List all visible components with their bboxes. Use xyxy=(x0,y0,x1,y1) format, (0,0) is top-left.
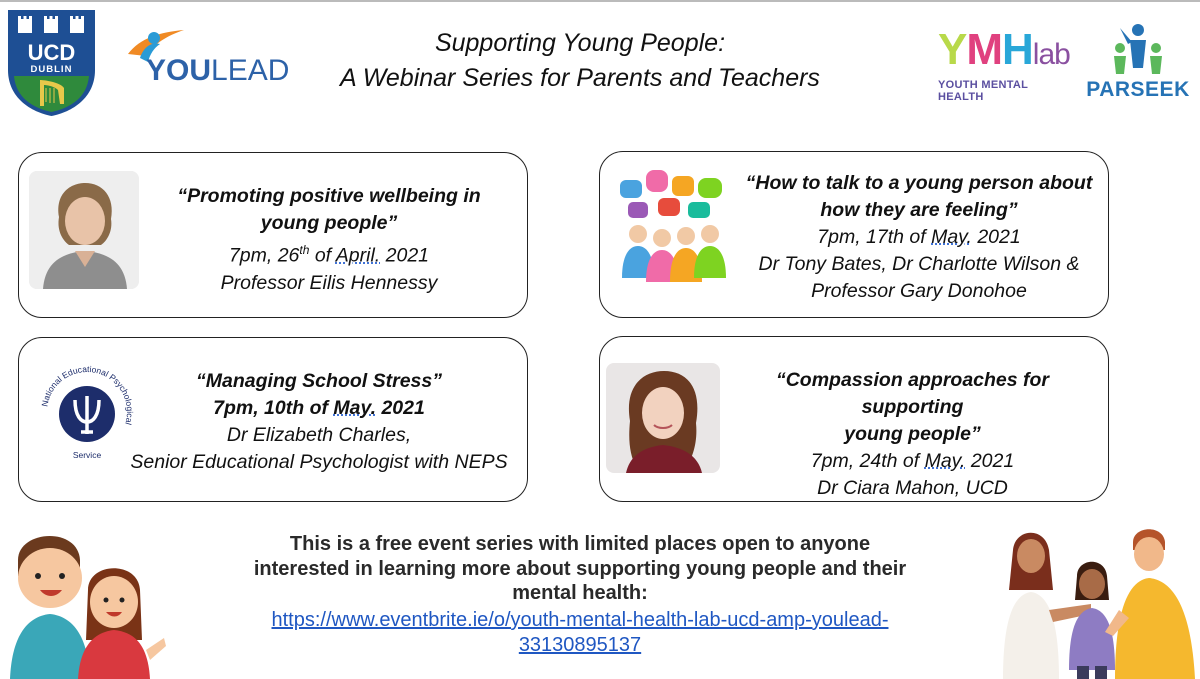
webinar-1-title-line-2: young people” xyxy=(260,212,398,234)
ymh-lab: lab xyxy=(1032,38,1070,71)
webinar-1-speaker: Professor Eilis Hennessy xyxy=(220,271,438,294)
parseek-family-icon xyxy=(1080,22,1196,78)
webinar-4-details xyxy=(725,367,1100,502)
link-line-2[interactable]: 33130895137 xyxy=(518,633,642,656)
webinar-4-title-line-1: “Compassion approaches for supporting xyxy=(775,369,1050,418)
webinar-1-date-year: 2021 xyxy=(380,244,430,267)
speaker-photo-mahon xyxy=(606,363,720,473)
ymh-h: H xyxy=(1002,25,1033,74)
eventbrite-link[interactable] xyxy=(210,608,950,657)
webinar-card-wellbeing xyxy=(18,152,528,318)
title-line-1: Supporting Young People: xyxy=(434,29,726,57)
webinar-3-date-month: May. xyxy=(333,397,377,419)
ucd-logo-text: UCD xyxy=(27,40,76,65)
ymh-lab-logo xyxy=(938,25,1070,103)
webinar-2-date-pre: 7pm, 17th of xyxy=(817,226,932,248)
webinar-1-date-sup: th xyxy=(299,243,310,257)
parent-child-illustration xyxy=(8,520,168,679)
parseek-logo xyxy=(1080,22,1196,102)
webinar-card-school-stress xyxy=(18,337,528,502)
webinar-1-date xyxy=(144,237,514,270)
webinar-1-date-of: of xyxy=(309,244,336,267)
webinar-3-title: “Managing School Stress” xyxy=(196,370,442,392)
notice-line-3: mental health: xyxy=(512,582,648,604)
speaker-photo-hennessy xyxy=(29,171,139,289)
webinar-4-title-line-2: young people” xyxy=(844,423,981,445)
link-line-1[interactable]: https://www.eventbrite.ie/o/youth-mental-health-lab-ucd-amp-youlead- xyxy=(271,609,889,631)
youlead-lead: LEAD xyxy=(211,54,290,87)
ymh-m: M xyxy=(966,25,1003,74)
webinar-4-date-pre: 7pm, 24th of xyxy=(810,450,925,472)
webinar-3-date xyxy=(119,395,519,422)
webinar-1-date-month: April. xyxy=(335,244,381,267)
webinar-3-date-year: 2021 xyxy=(376,397,425,419)
event-notice xyxy=(210,532,950,606)
webinar-2-date xyxy=(738,224,1100,251)
webinar-4-date-year: 2021 xyxy=(965,450,1015,472)
title-line-2: A Webinar Series for Parents and Teachers xyxy=(340,64,820,92)
webinar-1-title-line-1: “Promoting positive wellbeing in xyxy=(177,185,481,207)
webinar-4-date-month: May. xyxy=(924,450,966,472)
ymh-lab-mark xyxy=(938,25,1070,77)
ymh-subtitle: YOUTH MENTAL HEALTH xyxy=(938,79,1028,103)
neps-ring-text: National Educational Psychological xyxy=(39,363,136,427)
webinar-2-speaker-line-2: Professor Gary Donohoe xyxy=(811,280,1027,302)
youlead-wordmark xyxy=(146,54,289,88)
ymh-y: Y xyxy=(938,25,967,74)
ucd-dublin-logo xyxy=(6,8,97,118)
webinar-3-details xyxy=(119,368,519,476)
webinar-2-speaker-line-1: Dr Tony Bates, Dr Charlotte Wilson & xyxy=(758,253,1080,275)
webinar-3-speaker-line-2: Senior Educational Psychologist with NEPS xyxy=(130,451,508,473)
webinar-card-compassion xyxy=(599,336,1109,502)
page-title xyxy=(270,26,890,96)
webinar-4-date xyxy=(725,448,1100,475)
parseek-wordmark: PARSEEK xyxy=(1086,78,1190,101)
webinar-2-date-year: 2021 xyxy=(971,226,1021,248)
youlead-you: YOU xyxy=(146,54,212,87)
notice-line-1: This is a free event series with limited places open to anyone xyxy=(289,533,871,555)
speech-bubbles-people-icon xyxy=(618,166,728,286)
top-border xyxy=(0,0,1200,2)
webinar-2-title-line-1: “How to talk to a young person about xyxy=(745,172,1093,194)
neps-service-text: Service xyxy=(72,450,102,460)
webinar-2-details xyxy=(738,170,1100,305)
webinar-1-details xyxy=(144,183,514,297)
notice-line-2: interested in learning more about supporting young people and their xyxy=(253,557,907,580)
webinar-3-date-pre: 7pm, 10th of xyxy=(213,397,334,419)
webinar-4-speaker: Dr Ciara Mahon, UCD xyxy=(817,477,1008,499)
webinar-1-date-pre: 7pm, 26 xyxy=(228,244,300,267)
webinar-card-talk-feelings xyxy=(599,151,1109,318)
youlead-logo xyxy=(120,28,290,90)
family-illustration xyxy=(995,520,1200,679)
webinar-2-date-month: May. xyxy=(931,226,972,248)
ucd-logo-subtext: DUBLIN xyxy=(30,64,73,75)
webinar-3-speaker-line-1: Dr Elizabeth Charles, xyxy=(226,424,412,446)
webinar-2-title-line-2: how they are feeling” xyxy=(820,199,1018,221)
